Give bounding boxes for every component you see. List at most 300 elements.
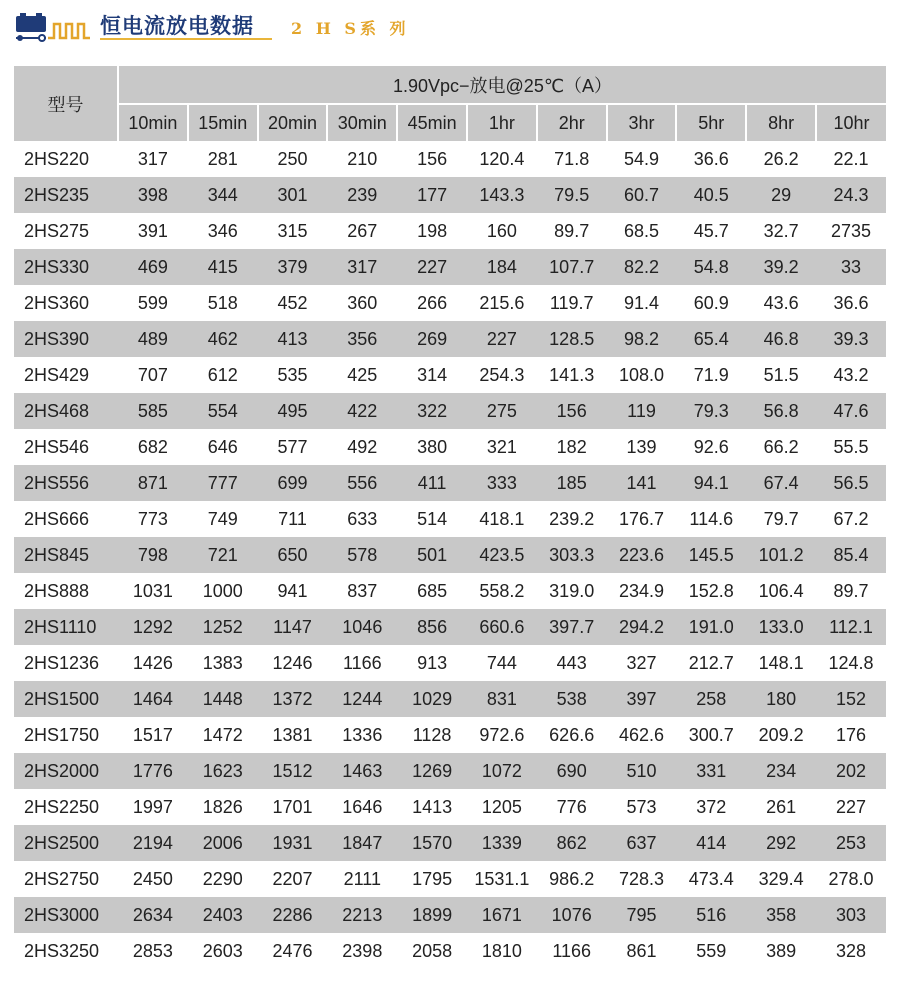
value-cell: 650 [258, 537, 328, 573]
value-cell: 303 [816, 897, 886, 933]
table-row [14, 429, 886, 465]
value-cell: 972.6 [479, 724, 525, 745]
value-cell: 538 [537, 681, 607, 717]
model-column-header: 型号 [14, 66, 118, 141]
model-cell: 2HS3250 [24, 940, 100, 961]
value-cell: 301 [258, 177, 328, 213]
page-title: 恒电流放电数据 [100, 13, 254, 38]
value-cell: 585 [118, 393, 188, 429]
value-cell: 554 [188, 393, 258, 429]
model-cell: 2HS888 [24, 580, 90, 601]
value-cell: 60.9 [693, 292, 729, 313]
value-cell: 71.9 [693, 364, 729, 385]
value-cell: 2058 [412, 940, 453, 961]
value-cell: 223.6 [607, 537, 677, 573]
value-cell: 36.6 [693, 148, 729, 169]
value-cell: 776 [556, 796, 587, 817]
value-cell: 148.1 [758, 652, 804, 673]
value-cell: 39.2 [746, 249, 816, 285]
value-cell: 749 [207, 508, 238, 529]
value-cell: 777 [188, 465, 258, 501]
value-cell: 300.7 [688, 724, 734, 745]
value-cell: 141.3 [549, 364, 595, 385]
discharge-group-header: 1.90Vpc−放电@25℃（A） [118, 66, 886, 104]
value-cell: 79.7 [763, 508, 799, 529]
table-row [14, 861, 886, 897]
value-cell: 690 [537, 753, 607, 789]
value-cell: 317 [327, 249, 397, 285]
value-cell: 425 [347, 364, 378, 385]
value-cell: 871 [118, 465, 188, 501]
value-cell: 43.2 [833, 364, 869, 385]
model-cell: 2HS390 [14, 321, 118, 357]
value-cell: 278.0 [828, 868, 874, 889]
value-cell: 418.1 [479, 508, 525, 529]
value-cell: 66.2 [763, 436, 799, 457]
value-cell: 1029 [397, 681, 467, 717]
table-row [14, 141, 886, 177]
value-cell: 1810 [481, 940, 522, 961]
value-cell: 108.0 [618, 364, 665, 385]
value-cell: 1372 [258, 681, 328, 717]
value-cell: 145.5 [676, 537, 746, 573]
model-cell: 2HS468 [14, 393, 118, 429]
column-header-2hr: 2hr [537, 104, 607, 141]
value-cell: 1847 [327, 825, 397, 861]
value-cell: 176 [835, 724, 867, 745]
table-row [14, 933, 886, 969]
value-cell: 798 [118, 537, 188, 573]
value-cell: 1899 [397, 897, 467, 933]
value-cell: 107.7 [537, 249, 607, 285]
value-cell: 184 [467, 249, 537, 285]
value-cell: 1531.1 [474, 868, 530, 889]
value-cell: 331 [676, 753, 746, 789]
value-cell: 266 [417, 292, 448, 313]
value-cell: 577 [277, 436, 308, 457]
value-cell: 2735 [830, 220, 872, 241]
value-cell: 65.4 [676, 321, 746, 357]
value-cell: 795 [607, 897, 677, 933]
value-cell: 60.7 [607, 177, 677, 213]
value-cell: 239 [327, 177, 397, 213]
table-row [14, 573, 886, 609]
value-cell: 79.3 [676, 393, 746, 429]
column-header-3hr: 3hr [607, 104, 677, 141]
value-cell: 315 [277, 220, 308, 241]
value-cell: 333 [467, 465, 537, 501]
value-cell: 599 [137, 292, 168, 313]
value-cell: 1464 [118, 681, 188, 717]
value-cell: 1512 [258, 753, 328, 789]
value-cell: 191.0 [676, 609, 746, 645]
value-cell: 1031 [132, 580, 173, 601]
value-cell: 106.4 [758, 580, 804, 601]
value-cell: 139 [626, 436, 657, 457]
value-cell: 346 [207, 220, 238, 241]
value-cell: 1472 [202, 724, 243, 745]
value-cell: 269 [397, 321, 467, 357]
value-cell: 152 [816, 681, 886, 717]
discharge-data-table [14, 66, 886, 969]
value-cell: 728.3 [618, 868, 665, 889]
value-cell: 372 [696, 796, 727, 817]
table-row [14, 393, 886, 429]
column-header-1hr: 1hr [467, 104, 537, 141]
value-cell: 227 [467, 321, 537, 357]
value-cell: 1623 [188, 753, 258, 789]
table-body [14, 141, 886, 969]
table-row [14, 789, 886, 825]
value-cell: 646 [207, 436, 238, 457]
value-cell: 281 [207, 148, 238, 169]
value-cell: 26.2 [763, 148, 799, 169]
value-cell: 1046 [327, 609, 397, 645]
value-cell: 2634 [118, 897, 188, 933]
value-cell: 156 [417, 148, 448, 169]
value-cell: 473.4 [688, 868, 734, 889]
model-cell: 2HS546 [24, 436, 90, 457]
value-cell: 40.5 [676, 177, 746, 213]
value-cell: 319.0 [549, 580, 595, 601]
model-cell: 2HS3000 [14, 897, 118, 933]
value-cell: 210 [347, 148, 378, 169]
table-header-row [14, 66, 886, 104]
value-cell: 2213 [327, 897, 397, 933]
value-cell: 56.5 [816, 465, 886, 501]
value-cell: 292 [746, 825, 816, 861]
value-cell: 744 [486, 652, 517, 673]
battery-wave-logo-icon [14, 12, 104, 46]
series-subtitle: 2 H S系 列 [291, 19, 410, 38]
value-cell: 573 [626, 796, 657, 817]
value-cell: 128.5 [537, 321, 607, 357]
value-cell: 391 [137, 220, 168, 241]
value-cell: 510 [607, 753, 677, 789]
value-cell: 452 [277, 292, 308, 313]
value-cell: 234 [746, 753, 816, 789]
value-cell: 267 [347, 220, 378, 241]
value-cell: 79.5 [537, 177, 607, 213]
value-cell: 51.5 [763, 364, 799, 385]
table-row [14, 609, 886, 645]
value-cell: 177 [397, 177, 467, 213]
value-cell: 250 [277, 148, 308, 169]
value-cell: 1269 [397, 753, 467, 789]
value-cell: 294.2 [607, 609, 677, 645]
value-cell: 120.4 [479, 148, 525, 169]
value-cell: 1147 [258, 609, 328, 645]
value-cell: 180 [746, 681, 816, 717]
value-cell: 1413 [412, 796, 453, 817]
value-cell: 329.4 [758, 868, 804, 889]
value-cell: 1795 [412, 868, 453, 889]
table-row [14, 681, 886, 717]
value-cell: 56.8 [746, 393, 816, 429]
value-cell: 209.2 [758, 724, 804, 745]
value-cell: 1570 [397, 825, 467, 861]
model-cell: 2HS556 [14, 465, 118, 501]
value-cell: 1339 [467, 825, 537, 861]
value-cell: 356 [327, 321, 397, 357]
model-cell: 2HS845 [14, 537, 118, 573]
value-cell: 2286 [258, 897, 328, 933]
model-cell: 2HS2750 [24, 868, 100, 889]
value-cell: 1426 [132, 652, 173, 673]
value-cell: 443 [556, 652, 587, 673]
value-cell: 202 [816, 753, 886, 789]
value-cell: 1252 [188, 609, 258, 645]
value-cell: 2450 [132, 868, 173, 889]
value-cell: 67.2 [833, 508, 869, 529]
value-cell: 317 [137, 148, 168, 169]
value-cell: 43.6 [763, 292, 799, 313]
value-cell: 492 [347, 436, 378, 457]
value-cell: 253 [816, 825, 886, 861]
value-cell: 314 [417, 364, 448, 385]
value-cell: 22.1 [833, 148, 869, 169]
value-cell: 1826 [202, 796, 243, 817]
value-cell: 89.7 [833, 580, 869, 601]
value-cell: 413 [258, 321, 328, 357]
value-cell: 141 [607, 465, 677, 501]
value-cell: 711 [278, 508, 307, 529]
value-cell: 54.8 [676, 249, 746, 285]
value-cell: 33 [816, 249, 886, 285]
column-header-10hr: 10hr [816, 104, 886, 141]
value-cell: 462 [188, 321, 258, 357]
model-cell: 2HS2250 [24, 796, 100, 817]
value-cell: 637 [607, 825, 677, 861]
value-cell: 389 [766, 940, 797, 961]
table-row [14, 177, 886, 213]
model-cell: 2HS330 [14, 249, 118, 285]
value-cell: 516 [676, 897, 746, 933]
value-cell: 360 [347, 292, 378, 313]
value-cell: 1448 [188, 681, 258, 717]
model-cell: 2HS220 [24, 148, 90, 169]
value-cell: 119 [607, 393, 677, 429]
table-row [14, 465, 886, 501]
value-cell: 215.6 [479, 292, 525, 313]
model-cell: 2HS2000 [14, 753, 118, 789]
value-cell: 411 [397, 465, 467, 501]
column-header-20min: 20min [258, 104, 328, 141]
value-cell: 862 [537, 825, 607, 861]
value-cell: 254.3 [479, 364, 525, 385]
value-cell: 379 [258, 249, 328, 285]
value-cell: 67.4 [746, 465, 816, 501]
value-cell: 501 [397, 537, 467, 573]
value-cell: 837 [347, 580, 378, 601]
value-cell: 1646 [342, 796, 383, 817]
value-cell: 685 [417, 580, 448, 601]
value-cell: 578 [327, 537, 397, 573]
model-cell: 2HS360 [24, 292, 90, 313]
value-cell: 1292 [118, 609, 188, 645]
value-cell: 469 [118, 249, 188, 285]
value-cell: 182 [556, 436, 587, 457]
value-cell: 1076 [537, 897, 607, 933]
table-row [14, 213, 886, 249]
value-cell: 773 [137, 508, 168, 529]
value-cell: 831 [467, 681, 537, 717]
value-cell: 1072 [467, 753, 537, 789]
value-cell: 414 [676, 825, 746, 861]
value-cell: 682 [137, 436, 168, 457]
value-cell: 322 [397, 393, 467, 429]
table-row [14, 501, 886, 537]
value-cell: 633 [347, 508, 378, 529]
model-cell: 2HS1750 [24, 724, 100, 745]
value-cell: 321 [486, 436, 517, 457]
value-cell: 2476 [272, 940, 313, 961]
value-cell: 1671 [467, 897, 537, 933]
column-header-5hr: 5hr [676, 104, 746, 141]
value-cell: 856 [397, 609, 467, 645]
value-cell: 82.2 [607, 249, 677, 285]
value-cell: 234.9 [618, 580, 665, 601]
model-cell: 2HS235 [14, 177, 118, 213]
value-cell: 85.4 [816, 537, 886, 573]
value-cell: 1381 [272, 724, 313, 745]
value-cell: 495 [258, 393, 328, 429]
model-cell: 2HS1500 [14, 681, 118, 717]
column-header-8hr: 8hr [746, 104, 816, 141]
value-cell: 98.2 [607, 321, 677, 357]
table-row [14, 537, 886, 573]
value-cell: 660.6 [467, 609, 537, 645]
value-cell: 1166 [342, 652, 382, 673]
value-cell: 45.7 [693, 220, 729, 241]
model-cell: 2HS1110 [14, 609, 118, 645]
value-cell: 119.7 [549, 292, 594, 313]
table-row [14, 645, 886, 681]
table-row [14, 357, 886, 393]
value-cell: 71.8 [554, 148, 590, 169]
value-cell: 1205 [481, 796, 522, 817]
value-cell: 68.5 [623, 220, 660, 241]
value-cell: 2403 [188, 897, 258, 933]
value-cell: 397.7 [537, 609, 607, 645]
value-cell: 514 [417, 508, 448, 529]
value-cell: 328 [835, 940, 867, 961]
value-cell: 36.6 [833, 292, 869, 313]
value-cell: 92.6 [693, 436, 729, 457]
value-cell: 152.8 [688, 580, 734, 601]
table-row [14, 321, 886, 357]
value-cell: 1166 [552, 940, 592, 961]
value-cell: 1244 [327, 681, 397, 717]
value-cell: 1776 [118, 753, 188, 789]
value-cell: 489 [118, 321, 188, 357]
column-header-30min: 30min [327, 104, 397, 141]
value-cell: 261 [766, 796, 797, 817]
value-cell: 1000 [202, 580, 243, 601]
value-cell: 89.7 [554, 220, 590, 241]
value-cell: 380 [417, 436, 448, 457]
value-cell: 913 [417, 652, 448, 673]
model-cell: 2HS429 [24, 364, 90, 385]
value-cell: 941 [277, 580, 308, 601]
value-cell: 198 [417, 220, 448, 241]
value-cell: 29 [746, 177, 816, 213]
value-cell: 1246 [272, 652, 313, 673]
value-cell: 156 [537, 393, 607, 429]
value-cell: 94.1 [676, 465, 746, 501]
table-row [14, 285, 886, 321]
value-cell: 227 [835, 796, 867, 817]
value-cell: 2603 [202, 940, 243, 961]
value-cell: 398 [118, 177, 188, 213]
value-cell: 556 [327, 465, 397, 501]
value-cell: 227 [397, 249, 467, 285]
value-cell: 986.2 [549, 868, 595, 889]
table-row [14, 753, 886, 789]
value-cell: 2398 [342, 940, 383, 961]
value-cell: 46.8 [746, 321, 816, 357]
value-cell: 344 [188, 177, 258, 213]
value-cell: 55.5 [833, 436, 869, 457]
value-cell: 39.3 [816, 321, 886, 357]
value-cell: 160 [486, 220, 517, 241]
page-header [0, 0, 900, 62]
value-cell: 2290 [202, 868, 243, 889]
value-cell: 1701 [272, 796, 313, 817]
value-cell: 176.7 [618, 508, 665, 529]
value-cell: 327 [626, 652, 657, 673]
model-cell: 2HS275 [24, 220, 90, 241]
value-cell: 101.2 [746, 537, 816, 573]
value-cell: 558.2 [479, 580, 525, 601]
value-cell: 2194 [118, 825, 188, 861]
value-cell: 54.9 [623, 148, 660, 169]
table-row [14, 897, 886, 933]
value-cell: 358 [746, 897, 816, 933]
value-cell: 303.3 [537, 537, 607, 573]
value-cell: 2006 [188, 825, 258, 861]
table-row [14, 825, 886, 861]
value-cell: 24.3 [816, 177, 886, 213]
value-cell: 239.2 [549, 508, 595, 529]
column-header-15min: 15min [188, 104, 258, 141]
value-cell: 2111 [343, 868, 381, 889]
value-cell: 212.7 [688, 652, 734, 673]
value-cell: 114.6 [689, 508, 734, 529]
title-underline [100, 38, 272, 40]
value-cell: 91.4 [623, 292, 660, 313]
value-cell: 258 [676, 681, 746, 717]
value-cell: 133.0 [746, 609, 816, 645]
value-cell: 699 [258, 465, 328, 501]
table-subheader-row [14, 104, 886, 141]
value-cell: 415 [188, 249, 258, 285]
table-row [14, 249, 886, 285]
value-cell: 612 [207, 364, 238, 385]
value-cell: 518 [207, 292, 238, 313]
column-header-45min: 45min [397, 104, 467, 141]
value-cell: 124.8 [828, 652, 874, 673]
value-cell: 1517 [132, 724, 173, 745]
value-cell: 861 [626, 940, 657, 961]
value-cell: 1463 [327, 753, 397, 789]
value-cell: 626.6 [549, 724, 595, 745]
value-cell: 112.1 [816, 609, 886, 645]
value-cell: 2207 [272, 868, 313, 889]
value-cell: 535 [277, 364, 308, 385]
value-cell: 143.3 [467, 177, 537, 213]
value-cell: 275 [467, 393, 537, 429]
